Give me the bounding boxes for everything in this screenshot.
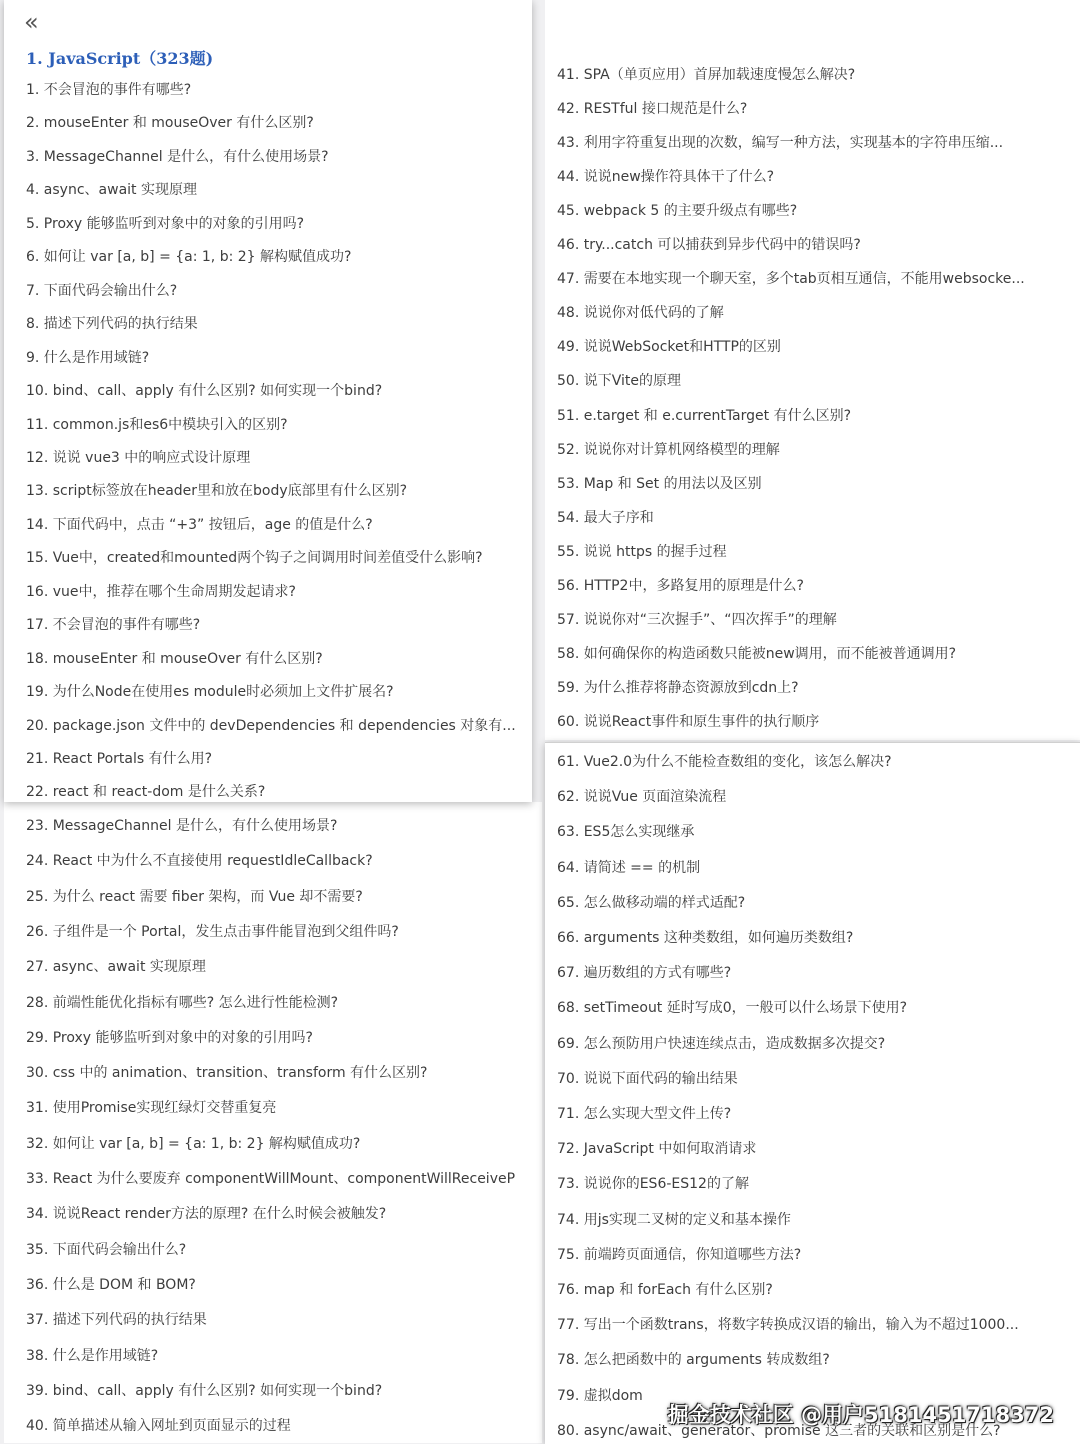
question-item-50[interactable]: 50. 说下Vite的原理 bbox=[557, 373, 681, 390]
question-item-48[interactable]: 48. 说说你对低代码的了解 bbox=[557, 305, 724, 322]
question-item-69[interactable]: 69. 怎么预防用户快速连续点击，造成数据多次提交? bbox=[557, 1035, 886, 1052]
question-list-panel-4 bbox=[545, 742, 1080, 1444]
question-item-78[interactable]: 78. 怎么把函数中的 arguments 转成数组? bbox=[557, 1352, 830, 1369]
question-item-12[interactable]: 12. 说说 vue3 中的响应式设计原理 bbox=[26, 449, 251, 466]
question-item-47[interactable]: 47. 需要在本地实现一个聊天室，多个tab页相互通信，不能用websocke... bbox=[557, 271, 1025, 288]
question-item-1[interactable]: 1. 不会冒泡的事件有哪些? bbox=[26, 82, 192, 98]
question-item-73[interactable]: 73. 说说你的ES6-ES12的了解 bbox=[557, 1176, 749, 1193]
question-item-71[interactable]: 71. 怎么实现大型文件上传? bbox=[557, 1106, 732, 1122]
question-item-70[interactable]: 70. 说说下面代码的输出结果 bbox=[557, 1070, 738, 1087]
question-item-72[interactable]: 72. JavaScript 中如何取消请求 bbox=[557, 1141, 757, 1158]
question-item-56[interactable]: 56. HTTP2中，多路复用的原理是什么? bbox=[557, 577, 804, 594]
question-item-13[interactable]: 13. script标签放在header里和放在body底部里有什么区别? bbox=[26, 483, 408, 500]
question-item-38[interactable]: 38. 什么是作用域链? bbox=[26, 1347, 159, 1364]
question-item-41[interactable]: 41. SPA（单页应用）首屏加载速度慢怎么解决? bbox=[557, 67, 856, 83]
question-item-4[interactable]: 4. async、await 实现原理 bbox=[26, 182, 197, 199]
question-item-31[interactable]: 31. 使用Promise实现红绿灯交替重复亮 bbox=[26, 1100, 277, 1117]
question-item-42[interactable]: 42. RESTful 接口规范是什么? bbox=[557, 101, 748, 118]
question-item-54[interactable]: 54. 最大子序和 bbox=[557, 509, 654, 526]
question-item-80[interactable]: 80. async/await、generator、promise 这三者的关联和区别是什么? bbox=[557, 1422, 1001, 1439]
question-item-63[interactable]: 63. ES5怎么实现继承 bbox=[557, 824, 695, 841]
question-item-55[interactable]: 55. 说说 https 的握手过程 bbox=[557, 543, 727, 560]
question-item-24[interactable]: 24. React 中为什么不直接使用 requestIdleCallback? bbox=[26, 853, 373, 870]
question-item-7[interactable]: 7. 下面代码会输出什么? bbox=[26, 282, 178, 299]
collapse-icon[interactable]: « bbox=[24, 8, 39, 36]
question-item-44[interactable]: 44. 说说new操作符具体干了什么? bbox=[557, 169, 775, 186]
question-list-panel-1 bbox=[4, 0, 532, 802]
question-item-39[interactable]: 39. bind、call、apply 有什么区别? 如何实现一个bind? bbox=[26, 1382, 383, 1399]
question-item-40[interactable]: 40. 简单描述从输入网址到页面显示的过程 bbox=[26, 1418, 291, 1435]
question-item-28[interactable]: 28. 前端性能优化指标有哪些? 怎么进行性能检测? bbox=[26, 994, 339, 1011]
question-item-10[interactable]: 10. bind、call、apply 有什么区别? 如何实现一个bind? bbox=[26, 383, 383, 400]
question-item-18[interactable]: 18. mouseEnter 和 mouseOver 有什么区别? bbox=[26, 650, 323, 667]
question-item-11[interactable]: 11. common.js和es6中模块引入的区别? bbox=[26, 416, 288, 433]
question-item-33[interactable]: 33. React 为什么要废弃 componentWillMount、componentWillReceiveP bbox=[26, 1171, 516, 1187]
question-item-43[interactable]: 43. 利用字符重复出现的次数，编写一种方法，实现基本的字符串压缩... bbox=[557, 135, 1004, 152]
question-item-49[interactable]: 49. 说说WebSocket和HTTP的区别 bbox=[557, 339, 781, 356]
question-item-26[interactable]: 26. 子组件是一个 Portal，发生点击事件能冒泡到父组件吗? bbox=[26, 923, 399, 940]
question-item-52[interactable]: 52. 说说你对计算机网络模型的理解 bbox=[557, 441, 780, 458]
question-item-21[interactable]: 21. React Portals 有什么用? bbox=[26, 751, 213, 767]
question-item-14[interactable]: 14. 下面代码中，点击 “+3” 按钮后，age 的值是什么? bbox=[26, 516, 373, 533]
question-item-53[interactable]: 53. Map 和 Set 的用法以及区别 bbox=[557, 475, 762, 492]
question-item-57[interactable]: 57. 说说你对“三次握手”、“四次挥手”的理解 bbox=[557, 611, 837, 628]
question-item-6[interactable]: 6. 如何让 var [a, b] = {a: 1, b: 2} 解构赋值成功? bbox=[26, 249, 352, 266]
question-item-66[interactable]: 66. arguments 这种类数组，如何遍历类数组? bbox=[557, 930, 854, 946]
question-item-34[interactable]: 34. 说说React render方法的原理? 在什么时候会被触发? bbox=[26, 1206, 387, 1223]
question-item-75[interactable]: 75. 前端跨页面通信，你知道哪些方法? bbox=[557, 1246, 802, 1263]
question-item-3[interactable]: 3. MessageChannel 是什么，有什么使用场景? bbox=[26, 148, 329, 165]
question-item-20[interactable]: 20. package.json 文件中的 devDependencies 和 dependencies 对象有... bbox=[26, 717, 516, 734]
question-list-panel-3 bbox=[545, 0, 1080, 740]
question-item-16[interactable]: 16. vue中，推荐在哪个生命周期发起请求? bbox=[26, 583, 296, 600]
question-item-27[interactable]: 27. async、await 实现原理 bbox=[26, 959, 206, 976]
question-item-22[interactable]: 22. react 和 react-dom 是什么关系? bbox=[26, 784, 266, 801]
question-item-59[interactable]: 59. 为什么推荐将静态资源放到cdn上? bbox=[557, 679, 799, 696]
question-item-37[interactable]: 37. 描述下列代码的执行结果 bbox=[26, 1312, 207, 1329]
question-list-panel-2 bbox=[4, 802, 542, 1443]
question-item-67[interactable]: 67. 遍历数组的方式有哪些? bbox=[557, 965, 732, 982]
question-item-46[interactable]: 46. try...catch 可以捕获到异步代码中的错误吗? bbox=[557, 237, 861, 254]
question-item-32[interactable]: 32. 如何让 var [a, b] = {a: 1, b: 2} 解构赋值成功? bbox=[26, 1135, 361, 1152]
question-item-9[interactable]: 9. 什么是作用域链? bbox=[26, 349, 150, 366]
question-item-45[interactable]: 45. webpack 5 的主要升级点有哪些? bbox=[557, 203, 798, 220]
question-item-30[interactable]: 30. css 中的 animation、transition、transform 有什么区别? bbox=[26, 1065, 428, 1082]
question-item-19[interactable]: 19. 为什么Node在使用es module时必须加上文件扩展名? bbox=[26, 684, 394, 701]
question-item-76[interactable]: 76. map 和 forEach 有什么区别? bbox=[557, 1282, 773, 1298]
question-item-36[interactable]: 36. 什么是 DOM 和 BOM? bbox=[26, 1276, 196, 1293]
question-item-15[interactable]: 15. Vue中，created和mounted两个钩子之间调用时间差值受什么影响? bbox=[26, 550, 483, 567]
question-item-35[interactable]: 35. 下面代码会输出什么? bbox=[26, 1241, 187, 1258]
question-item-29[interactable]: 29. Proxy 能够监听到对象中的对象的引用吗? bbox=[26, 1029, 313, 1046]
question-item-58[interactable]: 58. 如何确保你的构造函数只能被new调用，而不能被普通调用? bbox=[557, 645, 957, 662]
question-item-51[interactable]: 51. e.target 和 e.currentTarget 有什么区别? bbox=[557, 407, 852, 424]
watermark-text: 掘金技术社区 @用户5181451718372 bbox=[667, 1403, 1054, 1427]
question-item-61[interactable]: 61. Vue2.0为什么不能检查数组的变化，该怎么解决? bbox=[557, 754, 892, 770]
question-item-17[interactable]: 17. 不会冒泡的事件有哪些? bbox=[26, 617, 201, 634]
question-item-5[interactable]: 5. Proxy 能够监听到对象中的对象的引用吗? bbox=[26, 215, 305, 232]
question-item-23[interactable]: 23. MessageChannel 是什么，有什么使用场景? bbox=[26, 818, 338, 834]
question-item-25[interactable]: 25. 为什么 react 需要 fiber 架构，而 Vue 却不需要? bbox=[26, 888, 363, 905]
question-item-64[interactable]: 64. 请简述 == 的机制 bbox=[557, 859, 701, 876]
question-item-79[interactable]: 79. 虚拟dom bbox=[557, 1387, 643, 1404]
question-item-8[interactable]: 8. 描述下列代码的执行结果 bbox=[26, 316, 198, 333]
question-item-2[interactable]: 2. mouseEnter 和 mouseOver 有什么区别? bbox=[26, 115, 314, 132]
question-item-62[interactable]: 62. 说说Vue 页面渲染流程 bbox=[557, 789, 727, 806]
section-title-javascript[interactable]: 1. JavaScript（323题) bbox=[26, 49, 214, 68]
question-item-65[interactable]: 65. 怎么做移动端的样式适配? bbox=[557, 894, 746, 911]
question-item-60[interactable]: 60. 说说React事件和原生事件的执行顺序 bbox=[557, 713, 820, 730]
question-item-74[interactable]: 74. 用js实现二叉树的定义和基本操作 bbox=[557, 1211, 791, 1228]
question-item-77[interactable]: 77. 写出一个函数trans，将数字转换成汉语的输出，输入为不超过1000... bbox=[557, 1317, 1019, 1334]
question-item-68[interactable]: 68. setTimeout 延时写成0，一般可以什么场景下使用? bbox=[557, 1000, 908, 1017]
